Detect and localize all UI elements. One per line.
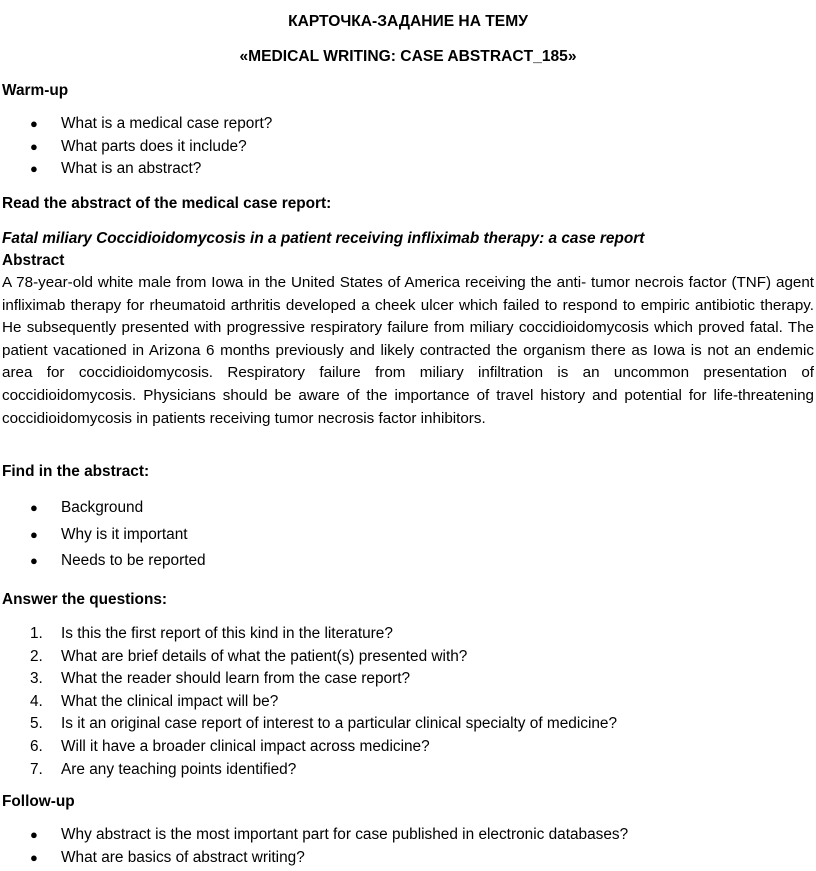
read-heading: Read the abstract of the medical case report: <box>2 195 332 212</box>
bullet-icon: ● <box>30 500 38 515</box>
article-title: Fatal miliary Coccidioidomycosis in a patient receiving infliximab therapy: a case report <box>2 230 645 247</box>
bullet-icon: ● <box>30 827 38 842</box>
list-item: ● Needs to be reported <box>0 550 206 573</box>
answer-list <box>0 623 617 781</box>
list-item: 7. Are any teaching points identified? <box>30 760 297 778</box>
list-item: 3. What the reader should learn from the case report? <box>30 670 411 688</box>
warmup-list <box>0 113 272 181</box>
list-item: 1. Is this the first report of this kind in the literature? <box>30 625 393 642</box>
abstract-text: A 78-year-old white male from Iowa in the United States of America receiving the anti- tumor necrois factor (TNF) agent infliximab therapy for rheumatoid arthritis developed a cheek ulcer which failed to respond to empiric antibiotic therapy. He subsequently presented with progressive respiratory failure from miliary coccidioidomycosis which proved fatal. The patient vacationed in Arizona 6 months previously and likely contracted the organism there as Iowa is not an endemic area for coccidioidomycosis. Respiratory failure from miliary infiltration is an uncommon presentation of coccidioidomycosis. Physicians should be aware of the importance of travel history and potential for life-threatening coccidioidomycosis in patients receiving tumor necrosis factor inhibitors. <box>2 274 814 427</box>
list-item: ● Background <box>0 497 206 520</box>
list-item: 5. Is it an original case report of interest to a particular clinical specialty of medicine? <box>30 715 618 733</box>
list-item: 6. Will it have a broader clinical impact across medicine? <box>30 737 430 755</box>
document-title-line-1: КАРТОЧКА-ЗАДАНИЕ НА ТЕМУ <box>288 13 528 30</box>
list-item: ● What parts does it include? <box>0 136 272 159</box>
list-item: ● Why is it important <box>0 524 206 547</box>
list-item: ● What is a medical case report? <box>0 113 272 136</box>
list-item: ● Why abstract is the most important part for case published in electronic databases? <box>0 824 628 847</box>
answer-heading: Answer the questions: <box>2 591 168 608</box>
warmup-heading: Warm-up <box>2 82 69 99</box>
bullet-icon: ● <box>30 849 38 865</box>
bullet-icon: ● <box>30 138 38 154</box>
followup-heading: Follow-up <box>2 793 75 810</box>
abstract-label: Abstract <box>2 252 65 269</box>
list-item: ● What is an abstract? <box>0 158 272 181</box>
bullet-icon: ● <box>30 116 38 131</box>
bullet-icon: ● <box>30 553 38 569</box>
document-title-line-2: «MEDICAL WRITING: CASE ABSTRACT_185» <box>239 48 577 65</box>
list-item: ● What are basics of abstract writing? <box>0 847 628 870</box>
bullet-icon: ● <box>30 526 38 542</box>
find-list <box>0 497 206 573</box>
bullet-icon: ● <box>30 161 38 177</box>
list-item: 4. What the clinical impact will be? <box>30 692 279 710</box>
followup-list <box>0 824 628 869</box>
list-item: 2. What are brief details of what the patient(s) presented with? <box>30 647 468 665</box>
find-heading: Find in the abstract: <box>2 463 150 480</box>
